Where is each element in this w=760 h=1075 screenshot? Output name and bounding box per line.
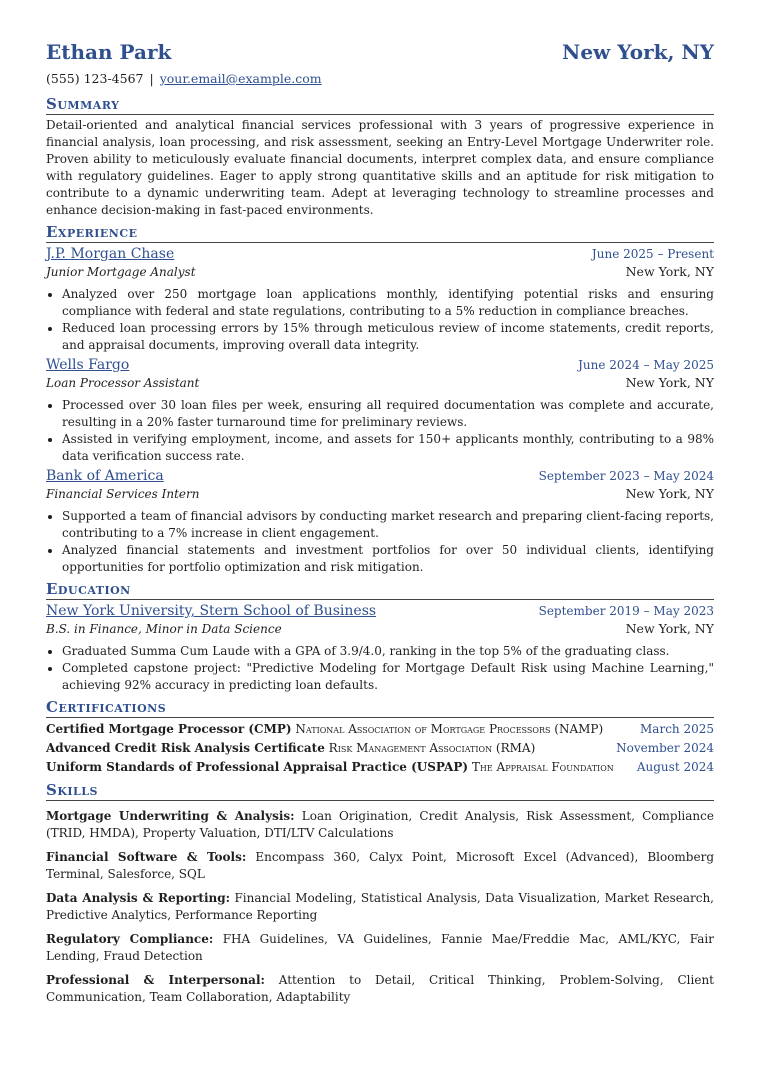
bullet-item: • Reduced loan processing errors by 15% through meticulous review of income statements, credit reports, and appraisal documents, improving overall data integrity. (62, 320, 714, 354)
employer-name: Bank of America (46, 468, 164, 484)
skill-text: Financial Modeling, Statistical Analysis, Data Visualization, Market Research, Predictive Analytics, Performance Reporting (46, 891, 714, 922)
certification-name: Advanced Credit Risk Analysis Certificate (46, 741, 325, 755)
contact-line (46, 71, 714, 91)
skill-text: Encompass 360, Calyx Point, Microsoft Excel (Advanced), Bloomberg Terminal, Salesforce, SQL (46, 850, 714, 881)
job-entry (46, 246, 714, 354)
education-entry (46, 603, 714, 694)
skill-text: Attention to Detail, Critical Thinking, Problem-Solving, Client Communication, Team Collaboration, Adaptability (46, 973, 714, 1004)
skill-label: Financial Software & Tools: (46, 850, 247, 864)
job-dates: June 2025 – Present (591, 247, 714, 261)
job-location: New York, NY (625, 375, 714, 390)
job-title: Junior Mortgage Analyst (46, 265, 196, 279)
skill-label: Regulatory Compliance: (46, 932, 214, 946)
education-bullets (46, 643, 714, 694)
job-bullets (46, 397, 714, 465)
certification-date: August 2024 (636, 760, 714, 774)
candidate-name: Ethan Park (46, 40, 172, 64)
header-location: New York, NY (562, 40, 714, 64)
summary-text: Detail-oriented and analytical financial services professional with 3 years of progressive experience in financial analysis, loan processing, and risk assessment, seeking an Entry-Level Mortgage Underwriter role. Proven ability to meticulously evaluate financial documents, interpret complex data, and ensure compliance with regulatory guidelines. Eager to apply strong quantitative skills and an aptitude for risk mitigation to contribute to a dynamic underwriting team. Adept at leveraging technology to streamline processes and enhance decision-making in fast-paced environments. (46, 118, 714, 217)
skill-item (46, 972, 714, 1006)
section-title-skills: Skills (46, 781, 714, 801)
skills-list (46, 808, 714, 1006)
certification-date: November 2024 (616, 741, 714, 755)
certification-issuer: National Association of Mortgage Processors (NAMP) (295, 722, 604, 736)
school-name: New York University, Stern School of Business (46, 603, 377, 619)
employer-name: Wells Fargo (46, 357, 130, 373)
job-location: New York, NY (625, 486, 714, 501)
certification-name: Uniform Standards of Professional Appraisal Practice (USPAP) (46, 760, 469, 774)
bullet-item: • Completed capstone project: "Predictive Modeling for Mortgage Default Risk using Machine Learning," achieving 92% accuracy in predicting loan defaults. (62, 660, 714, 694)
job-dates: June 2024 – May 2025 (578, 358, 714, 372)
bullet-item: • Processed over 30 loan files per week, ensuring all required documentation was complete and accurate, resulting in a 20% faster turnaround time for preliminary reviews. (62, 397, 714, 431)
job-entry (46, 468, 714, 576)
certification-item (46, 758, 714, 777)
bullet-item: • Graduated Summa Cum Laude with a GPA of 3.9/4.0, ranking in the top 5% of the graduating class. (62, 643, 714, 660)
email-link[interactable]: your.email@example.com (159, 71, 322, 86)
phone-number: (555) 123-4567 (46, 71, 144, 86)
job-title: Loan Processor Assistant (46, 376, 200, 390)
education-location: New York, NY (625, 621, 714, 636)
skill-item (46, 890, 714, 924)
job-entry (46, 357, 714, 465)
job-bullets (46, 286, 714, 354)
bullet-item: • Assisted in verifying employment, income, and assets for 150+ applicants monthly, contributing to a 98% data verification success rate. (62, 431, 714, 465)
job-location: New York, NY (625, 264, 714, 279)
section-title-certifications: Certifications (46, 698, 714, 718)
skill-text: FHA Guidelines, VA Guidelines, Fannie Mae/Freddie Mac, AML/KYC, Fair Lending, Fraud Detection (46, 932, 714, 963)
job-dates: September 2023 – May 2024 (538, 469, 714, 483)
certification-issuer: The Appraisal Foundation (471, 760, 614, 774)
employer-name: J.P. Morgan Chase (46, 246, 175, 262)
certification-date: March 2025 (640, 722, 714, 736)
skill-label: Data Analysis & Reporting: (46, 891, 231, 905)
certification-issuer: Risk Management Association (RMA) (328, 741, 536, 755)
skill-text: Loan Origination, Credit Analysis, Risk Assessment, Compliance (TRID, HMDA), Property Valuation, DTI/LTV Calculations (46, 809, 714, 840)
job-bullets (46, 508, 714, 576)
bullet-item: • Analyzed financial statements and investment portfolios for over 50 individual clients, identifying opportunities for portfolio optimization and risk mitigation. (62, 542, 714, 576)
skill-label: Mortgage Underwriting & Analysis: (46, 809, 295, 823)
bullet-item: • Analyzed over 250 mortgage loan applications monthly, identifying potential risks and ensuring compliance with federal and state regulations, contributing to a 5% reduction in compliance breaches. (62, 286, 714, 320)
section-title-experience: Experience (46, 223, 714, 243)
skill-label: Professional & Interpersonal: (46, 973, 265, 987)
skill-item (46, 931, 714, 965)
skill-item (46, 849, 714, 883)
contact-separator: | (149, 71, 154, 86)
job-title: Financial Services Intern (46, 487, 200, 501)
header (46, 40, 714, 70)
section-title-summary: Summary (46, 95, 714, 115)
education-dates: September 2019 – May 2023 (538, 604, 714, 618)
degree: B.S. in Finance, Minor in Data Science (46, 622, 282, 636)
section-title-education: Education (46, 580, 714, 600)
certification-item (46, 739, 714, 758)
bullet-item: • Supported a team of financial advisors by conducting market research and preparing client-facing reports, contributing to a 7% increase in client engagement. (62, 508, 714, 542)
certifications-list (46, 720, 714, 777)
certification-name: Certified Mortgage Processor (CMP) (46, 722, 292, 736)
certification-item (46, 720, 714, 739)
skill-item (46, 808, 714, 842)
